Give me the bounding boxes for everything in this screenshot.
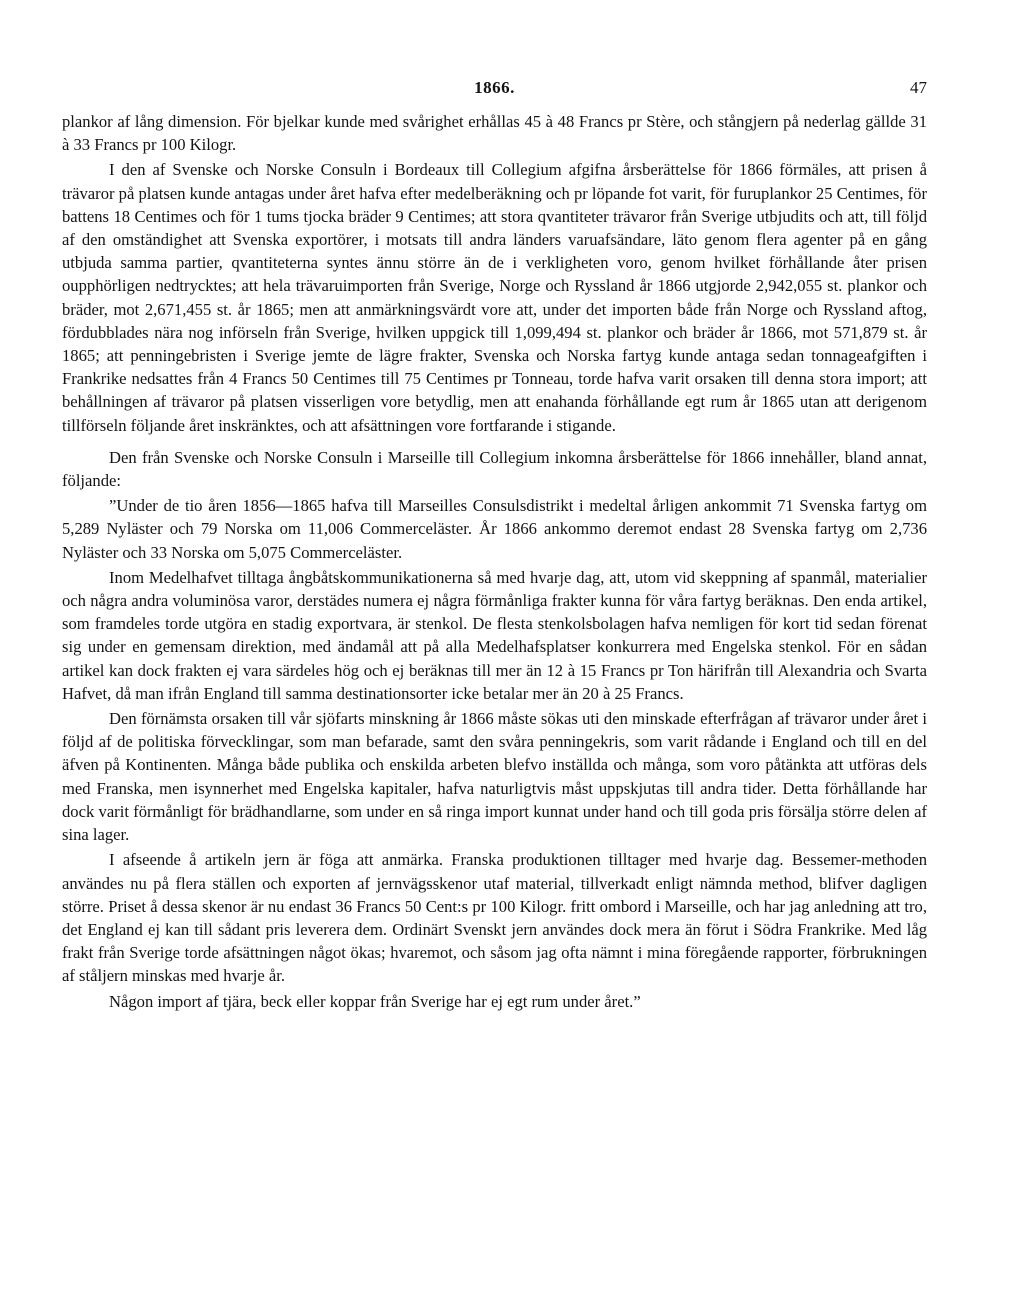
paragraph-bordeaux-report: I den af Svenske och Norske Consuln i Bordeaux till Collegium afgifna årsberättelse för 1866 förmäles, att prisen å trävaror på platsen kunde antagas under året hafva efter medelberäkning och pr löpande fot varit, för furuplankor 25 Centimes, för battens 18 Centimes och för 1 tums tjocka bräder 9 Centimes; att stora qvantiteter trävaror från Sverige utbjudits och att, till följd af den omständighet att Svenska exportörer, i motsats till andra länders varuafsändare, läto genom flera agenter på en gång utbjuda samma partier, qvantiteterna syntes ännu större än de i verkligheten voro, genom hvilket förhållande åter prisen oupphörligen nedtrycktes; att hela trävaruimporten från Sverige, Norge och Ryssland år 1866 utgjorde 2,942,055 st. plankor och bräder, mot 2,671,455 st. år 1865; men att anmärkningsvärdt vore att, under det importen både från Norge och Ryssland aftog, fördubblades nära nog införseln från Sverige, hvilken uppgick till 1,099,494 st. plankor och bräder år 1866, mot 571,879 st. år 1865; att penningebristen i Sverige jemte de lägre frakter, Svenska och Norska fartyg kunde antaga sedan tonnageafgiften i Frankrike nedsattes från 4 Francs 50 Centimes till 75 Centimes pr Tonneau, torde hafva varit orsaken till denna stora import; att behållningen af trävaror på platsen visserligen vore betydlig, men att enahanda förhållande egt rum år 1865 utan att derigenom tillförseln följande året inskränktes, och att afsättningen vore fortfarande i stigande. — [62, 160, 927, 435]
paragraph-mediterranean-steam: Inom Medelhafvet tilltaga ångbåtskommunikationerna så med hvarje dag, att, utom vid skeppning af spanmål, materialier och några andra voluminösa varor, derstädes numera ej några förmånliga frakter kunna för våra fartyg beräknas. Den enda artikel, som framdeles torde utgöra en stadig exportvara, är stenkol. De flesta stenkolsbolagen hafva nemligen för kort tid sedan förenat sig under en gemensam direktion, med ändamål att på alla Medelhafsplatser konkurrera med Engelska stenkol. För en sådan artikel kan dock frakten ej vara särdeles hög och ej beräknas till mer än 12 à 15 Francs pr Ton härifrån till Alexandria och Svarta Hafvet, då man ifrån England till samma destinationsorter icke betalar mer än 20 à 25 Francs. — [62, 567, 927, 703]
paragraph-tar-pitch-copper: Någon import af tjära, beck eller koppar från Sverige har ej egt rum under året.” — [109, 991, 641, 1011]
paragraph-iron-article: I afseende å artikeln jern är föga att anmärka. Franska produktionen tilltager med hvarje dag. Bessemer-methoden användes nu på flera ställen och exporten af jernvägsskenor utaf material, tillverkadt enligt nämnda method, blifver dagligen större. Priset å dessa skenor är nu endast 36 Francs 50 Cent:s pr 100 Kilogr. fritt ombord i Marseille, och har jag anledning att tro, det England ej kan till sådant pris leverera dem. Ordinärt Svenskt jern användes dock mera än förut i Södra Frankrike. Med låg frakt från Sverige torde afsättningen något ökas; hvaremot, och såsom jag ofta nämnt i mina föregående rapporter, förbrukningen af ståljern minskas med hvarje år. — [62, 850, 927, 986]
page-number: 47 — [910, 78, 927, 97]
paragraph-shipping-decline: Den förnämsta orsaken till vår sjöfarts minskning år 1866 måste sökas uti den minskade efterfrågan af trävaror under året i följd af de politiska förvecklingar, som man befarade, samt den svåra penningekris, som varit rådande i England och till en del äfven på Kontinenten. Många både publika och enskilda arbeten blefvo inställda och många, som voro påtänkta att utföras dels med Franska, men isynnerhet med Engelska kapitaler, hafva naturligtvis måst uppskjutas till andra tider. Detta förhållande har dock varit förmånligt för brädhandlarne, som under en så ringa import kunnat under hand och till goda pris försälja större delen af sina lager. — [62, 709, 927, 845]
body-text — [62, 110, 927, 1013]
paragraph-marseille-intro: Den från Svenske och Norske Consuln i Marseille till Collegium inkomna årsberättelse för 1866 innehåller, bland annat, följande: — [62, 447, 927, 491]
header-year: 1866. — [474, 78, 515, 97]
page-content — [62, 70, 927, 1013]
page-header — [62, 70, 927, 110]
paragraph-quote-ship-arrivals: ”Under de tio åren 1856—1865 hafva till Marseilles Consulsdistrikt i medeltal årligen ankommit 71 Svenska fartyg om 5,289 Nyläster och 79 Norska om 11,006 Commerceläster. År 1866 ankommo deremot endast 28 Svenska fartyg om 2,736 Nyläster och 33 Norska om 5,075 Commerceläster. — [62, 496, 927, 562]
paragraph-continuation: plankor af lång dimension. För bjelkar kunde med svårighet erhållas 45 à 48 Francs pr Stère, och stångjern på nederlag gällde 31 à 33 Francs pr 100 Kilogr. — [62, 112, 927, 155]
